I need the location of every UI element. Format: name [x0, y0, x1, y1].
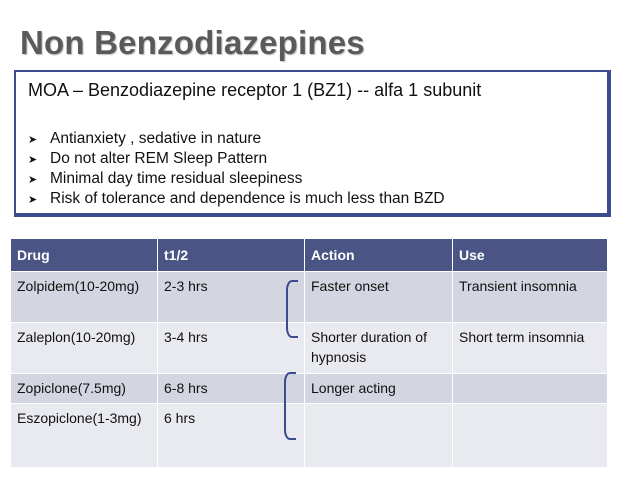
- arrow-bullet-icon: ➤: [28, 133, 38, 146]
- bullet-item: [28, 169, 445, 189]
- table-header-row: [11, 239, 608, 272]
- bullet-item: [28, 189, 445, 209]
- table-row: [11, 272, 608, 323]
- table-row: [11, 323, 608, 374]
- cell-drug: Zaleplon(10-20mg): [11, 323, 158, 374]
- table-row: [11, 404, 608, 468]
- cell-drug: Zopiclone(7.5mg): [11, 374, 158, 404]
- bullet-item: [28, 129, 445, 149]
- header-drug: Drug: [11, 239, 158, 272]
- cell-use: Short term insomnia: [453, 323, 608, 374]
- header-use: Use: [453, 239, 608, 272]
- bullet-text: Minimal day time residual sleepiness: [50, 170, 303, 187]
- cell-drug: Eszopiclone(1-3mg): [11, 404, 158, 468]
- cell-half-life: 6 hrs: [158, 404, 305, 468]
- cell-use: Transient insomnia: [453, 272, 608, 323]
- cell-action: Shorter duration of hypnosis: [305, 323, 453, 374]
- bullet-text: Risk of tolerance and dependence is much less than BZD: [50, 190, 445, 207]
- cell-drug: Zolpidem(10-20mg): [11, 272, 158, 323]
- cell-use: [453, 374, 608, 404]
- drug-table: [10, 238, 608, 468]
- cell-half-life: 3-4 hrs: [158, 323, 305, 374]
- moa-box: [14, 70, 611, 217]
- arrow-bullet-icon: ➤: [28, 173, 38, 186]
- cell-action: [305, 404, 453, 468]
- bullet-item: [28, 149, 445, 169]
- arrow-bullet-icon: ➤: [28, 193, 38, 206]
- cell-half-life: 6-8 hrs: [158, 374, 305, 404]
- bullet-text: Do not alter REM Sleep Pattern: [50, 150, 268, 167]
- page-title: Non Benzodiazepines: [20, 24, 365, 61]
- bracket-icon: [286, 280, 298, 338]
- moa-text: MOA – Benzodiazepine receptor 1 (BZ1) -- alfa 1 subunit: [28, 80, 482, 100]
- cell-action: Faster onset: [305, 272, 453, 323]
- header-half-life: t1/2: [158, 239, 305, 272]
- cell-half-life: 2-3 hrs: [158, 272, 305, 323]
- arrow-bullet-icon: ➤: [28, 153, 38, 166]
- table-row: [11, 374, 608, 404]
- bracket-icon: [284, 372, 296, 440]
- cell-use: [453, 404, 608, 468]
- bullet-list: [28, 129, 445, 209]
- header-action: Action: [305, 239, 453, 272]
- cell-action: Longer acting: [305, 374, 453, 404]
- bullet-text: Antianxiety , sedative in nature: [50, 130, 262, 147]
